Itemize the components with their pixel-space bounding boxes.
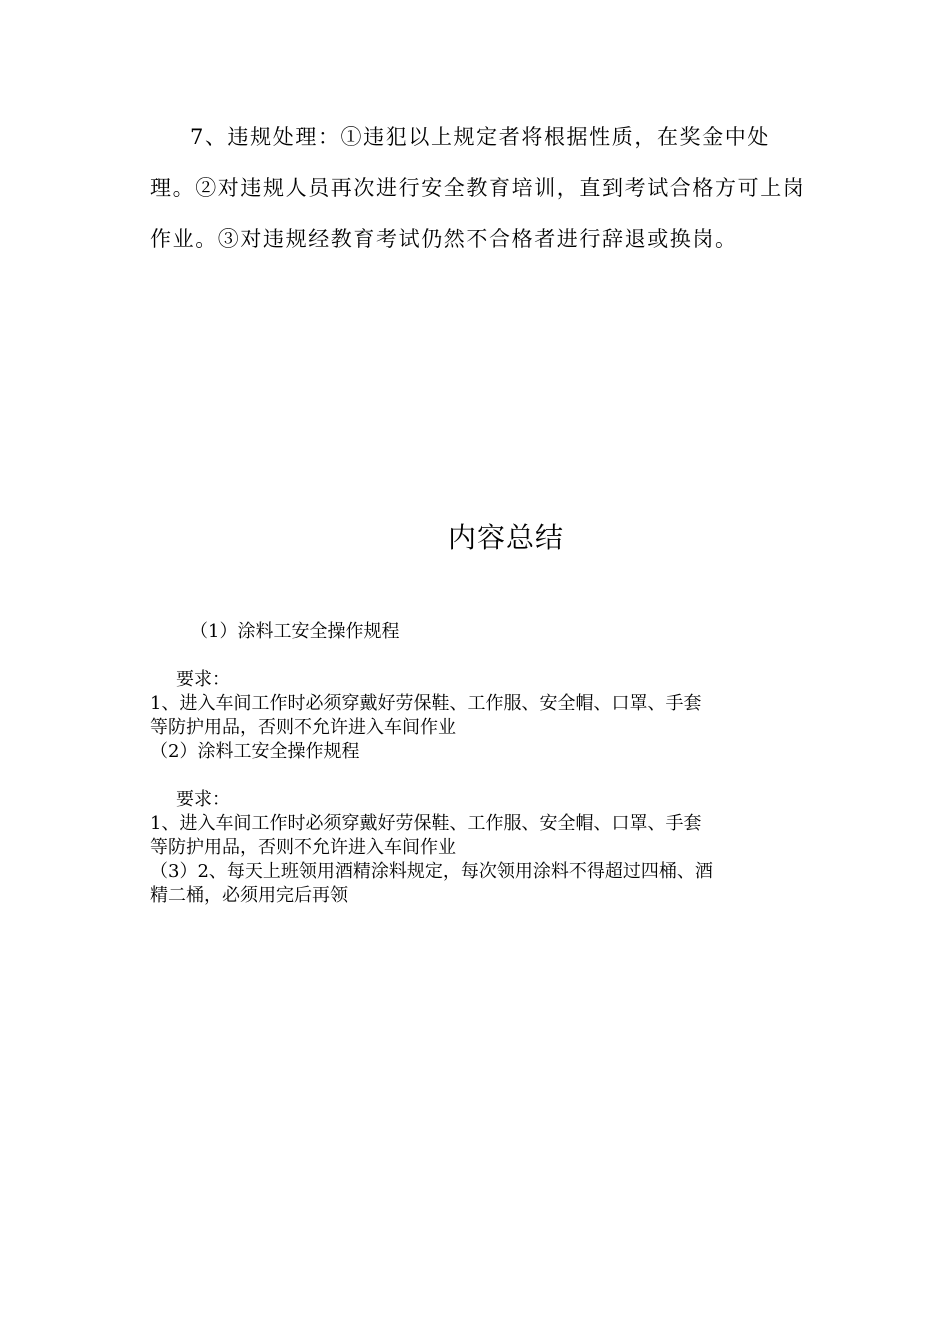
- summary-title: 内容总结: [448, 521, 565, 554]
- section-1-requirement-label: 要求：: [176, 669, 230, 690]
- violation-line-3: 作业。③对违规经教育考试仍然不合格者进行辞退或换岗。: [150, 227, 738, 251]
- section-1-requirement-line-2: 等防护用品，否则不允许进入车间作业: [150, 717, 456, 738]
- section-1-requirement-line-1: 1、进入车间工作时必须穿戴好劳保鞋、工作服、安全帽、口罩、手套: [150, 693, 702, 714]
- section-3-line-1: （3）2、每天上班领用酒精涂料规定，每次领用涂料不得超过四桶、酒: [150, 861, 713, 882]
- violation-line-1: 7、违规处理：①违犯以上规定者将根据性质，在奖金中处: [190, 125, 770, 149]
- section-1-heading: （1）涂料工安全操作规程: [190, 621, 400, 642]
- section-2-requirement-line-2: 等防护用品，否则不允许进入车间作业: [150, 837, 456, 858]
- section-2-heading: （2）涂料工安全操作规程: [150, 741, 360, 762]
- section-2-requirement-line-1: 1、进入车间工作时必须穿戴好劳保鞋、工作服、安全帽、口罩、手套: [150, 813, 702, 834]
- violation-line-2: 理。②对违规人员再次进行安全教育培训，直到考试合格方可上岗: [150, 176, 806, 200]
- section-3-line-2: 精二桶，必须用完后再领: [150, 885, 348, 906]
- section-2-requirement-label: 要求：: [176, 789, 230, 810]
